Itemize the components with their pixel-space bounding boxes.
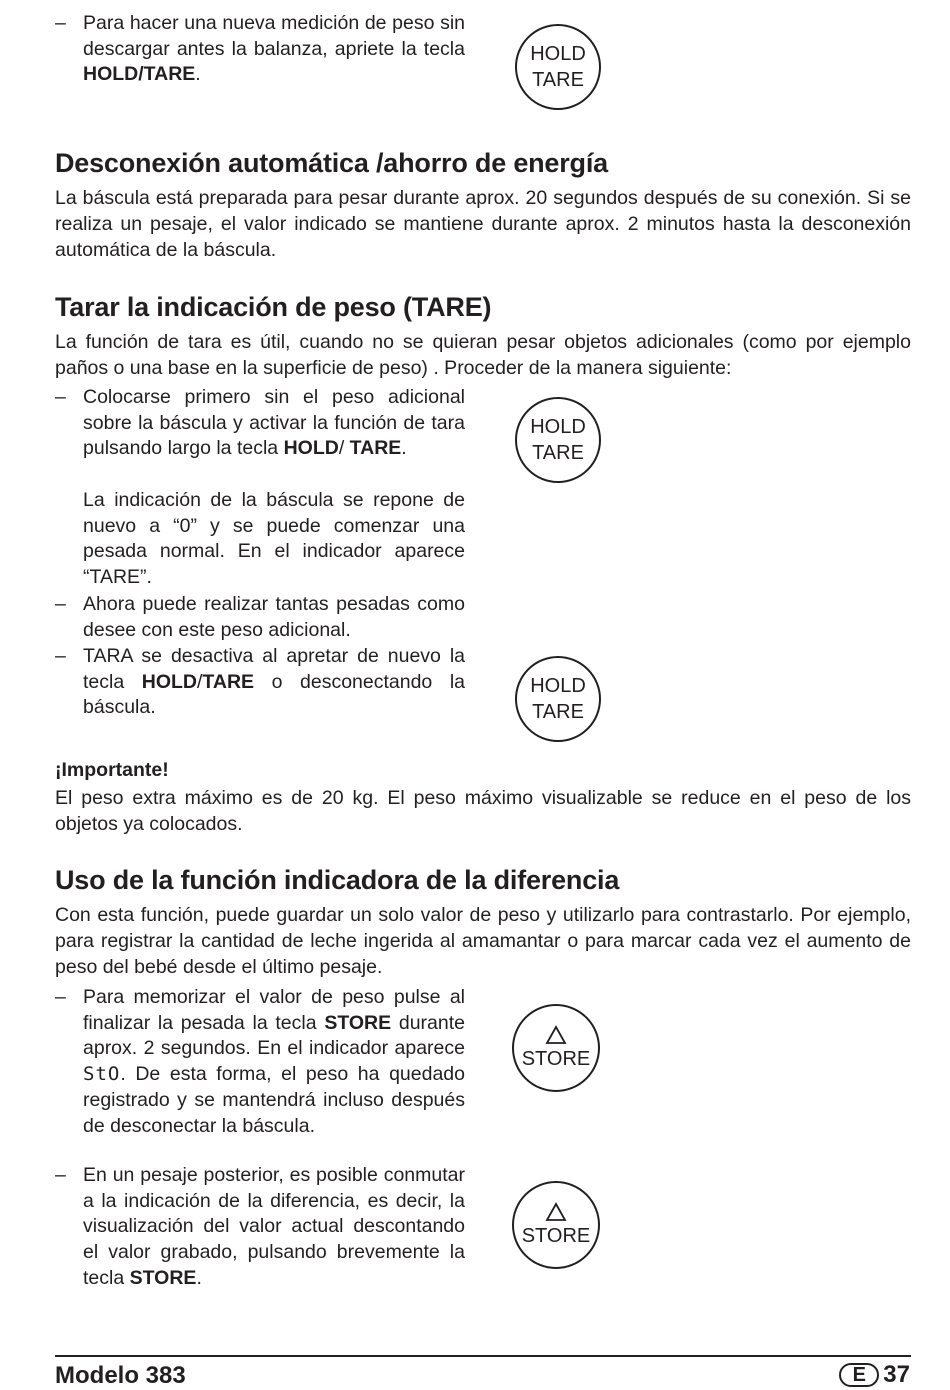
tare-b1-key-tare: TARE	[349, 437, 402, 460]
key-label-store: STORE	[521, 1047, 591, 1070]
tare-bullet-1	[83, 385, 465, 462]
triangle-up-icon	[545, 1025, 567, 1045]
store-key-icon	[512, 1004, 600, 1092]
heading-tare: Tarar la indicación de peso (TARE)	[55, 292, 492, 322]
difference-bullet-2	[83, 1163, 465, 1292]
tare-b3-end: o desconectando la báscula.	[83, 670, 465, 719]
tare-bullet-1-continuation: La indicación de la báscula se repone de nuevo a “0” y se puede comenzar una pesada normal. En el indicador aparece “TARE”.	[83, 489, 465, 589]
bullet-dash: –	[55, 386, 66, 408]
key-label-tare: TARE	[532, 701, 584, 723]
hold-tare-key-icon	[515, 656, 601, 742]
tare-b1-text: Colocarse primero sin el peso adicional sobre la báscula y activar la función de tara pulsando largo la tecla	[83, 386, 465, 460]
heading-difference: Uso de la función indicadora de la diferencia	[55, 865, 620, 895]
tare-b1-key-hold: HOLD	[283, 437, 339, 460]
diff-b1-text: Para memorizar el valor de peso pulse al finalizar la pesada la tecla	[83, 986, 465, 1034]
diff-b2-text: En un pesaje posterior, es posible conmutar a la indicación de la diferencia, es decir, la visualización del valor actual descontando el valor grabado, pulsando brevemente la tecla	[83, 1164, 465, 1289]
diff-b2-key-store: STORE	[129, 1266, 197, 1289]
important-paragraph: El peso extra máximo es de 20 kg. El peso máximo visualizable se reduce en el peso de los objetos ya colocados.	[55, 787, 911, 835]
tare-b3-slash: /	[197, 670, 203, 693]
tare-bullet-2: Ahora puede realizar tantas pesadas como desee con este peso adicional.	[83, 593, 465, 641]
tare-bullet-3	[83, 644, 465, 721]
bullet-dash: –	[55, 645, 66, 667]
key-label-hold: HOLD	[530, 43, 586, 65]
intro-bullet-text	[83, 11, 465, 88]
tare-b3-key-hold: HOLD	[141, 670, 197, 693]
key-label-tare: TARE	[532, 69, 584, 91]
key-label-hold: HOLD	[530, 416, 586, 438]
heading-auto-off: Desconexión automática /ahorro de energía	[55, 148, 608, 178]
triangle-up-icon	[545, 1202, 567, 1222]
diff-b1-key-store: STORE	[324, 1011, 392, 1034]
bullet-dash: –	[55, 593, 66, 615]
store-key-icon	[512, 1181, 600, 1269]
diff-b2-text-end: .	[196, 1266, 202, 1289]
intro-text-end: .	[195, 63, 201, 86]
tare-b1-end: .	[401, 437, 407, 460]
footer-model: Modelo 383	[55, 1362, 186, 1389]
diff-b1-text-end: . De esta forma, el peso ha quedado registrado y se mantendrá incluso después de desconectar la báscula.	[83, 1063, 465, 1137]
intro-key-name: HOLD/TARE	[83, 63, 196, 86]
tare-b1-slash: /	[338, 437, 350, 460]
page-number: 37	[883, 1361, 910, 1388]
important-label: ¡Importante!	[55, 759, 169, 781]
difference-bullet-1	[83, 985, 465, 1139]
auto-off-paragraph: La báscula está preparada para pesar durante aprox. 20 segundos después de su conexión. Si se realiza un pesaje, el valor indicado se mantiene durante aprox. 2 minutos hasta la desconexión automática de la báscula.	[55, 187, 911, 261]
key-label-store: STORE	[521, 1224, 591, 1247]
hold-tare-key-icon	[515, 24, 601, 110]
hold-tare-key-icon	[515, 397, 601, 483]
tare-paragraph: La función de tara es útil, cuando no se quieran pesar objetos adicionales (como por ejemplo paños o una base en la superficie de peso) . Proceder de la manera siguiente:	[55, 331, 911, 379]
difference-paragraph: Con esta función, puede guardar un solo valor de peso y utilizarlo para contrastarlo. Por ejemplo, para registrar la cantidad de leche ingerida al amamantar o para marcar cada vez el aumento de peso del bebé desde el último pesaje.	[55, 904, 911, 978]
key-label-hold: HOLD	[530, 675, 586, 697]
bullet-dash: –	[55, 1164, 66, 1186]
intro-text: Para hacer una nueva medición de peso sin descargar antes la balanza, apriete la tecla	[83, 12, 465, 60]
tare-b3-text: TARA se desactiva al apretar de nuevo la tecla	[83, 645, 465, 693]
bullet-dash: –	[55, 986, 66, 1008]
bullet-dash: –	[55, 12, 66, 34]
key-label-tare: TARE	[532, 442, 584, 464]
tare-b3-key-tare: TARE	[202, 670, 255, 693]
diff-b1-text-mid: durante aprox. 2 segundos. En el indicador aparece	[83, 1011, 465, 1060]
footer-page-info	[839, 1361, 910, 1389]
footer-rule	[55, 1355, 911, 1357]
language-badge: E	[839, 1363, 879, 1387]
lcd-sto-display: StO	[83, 1063, 121, 1086]
